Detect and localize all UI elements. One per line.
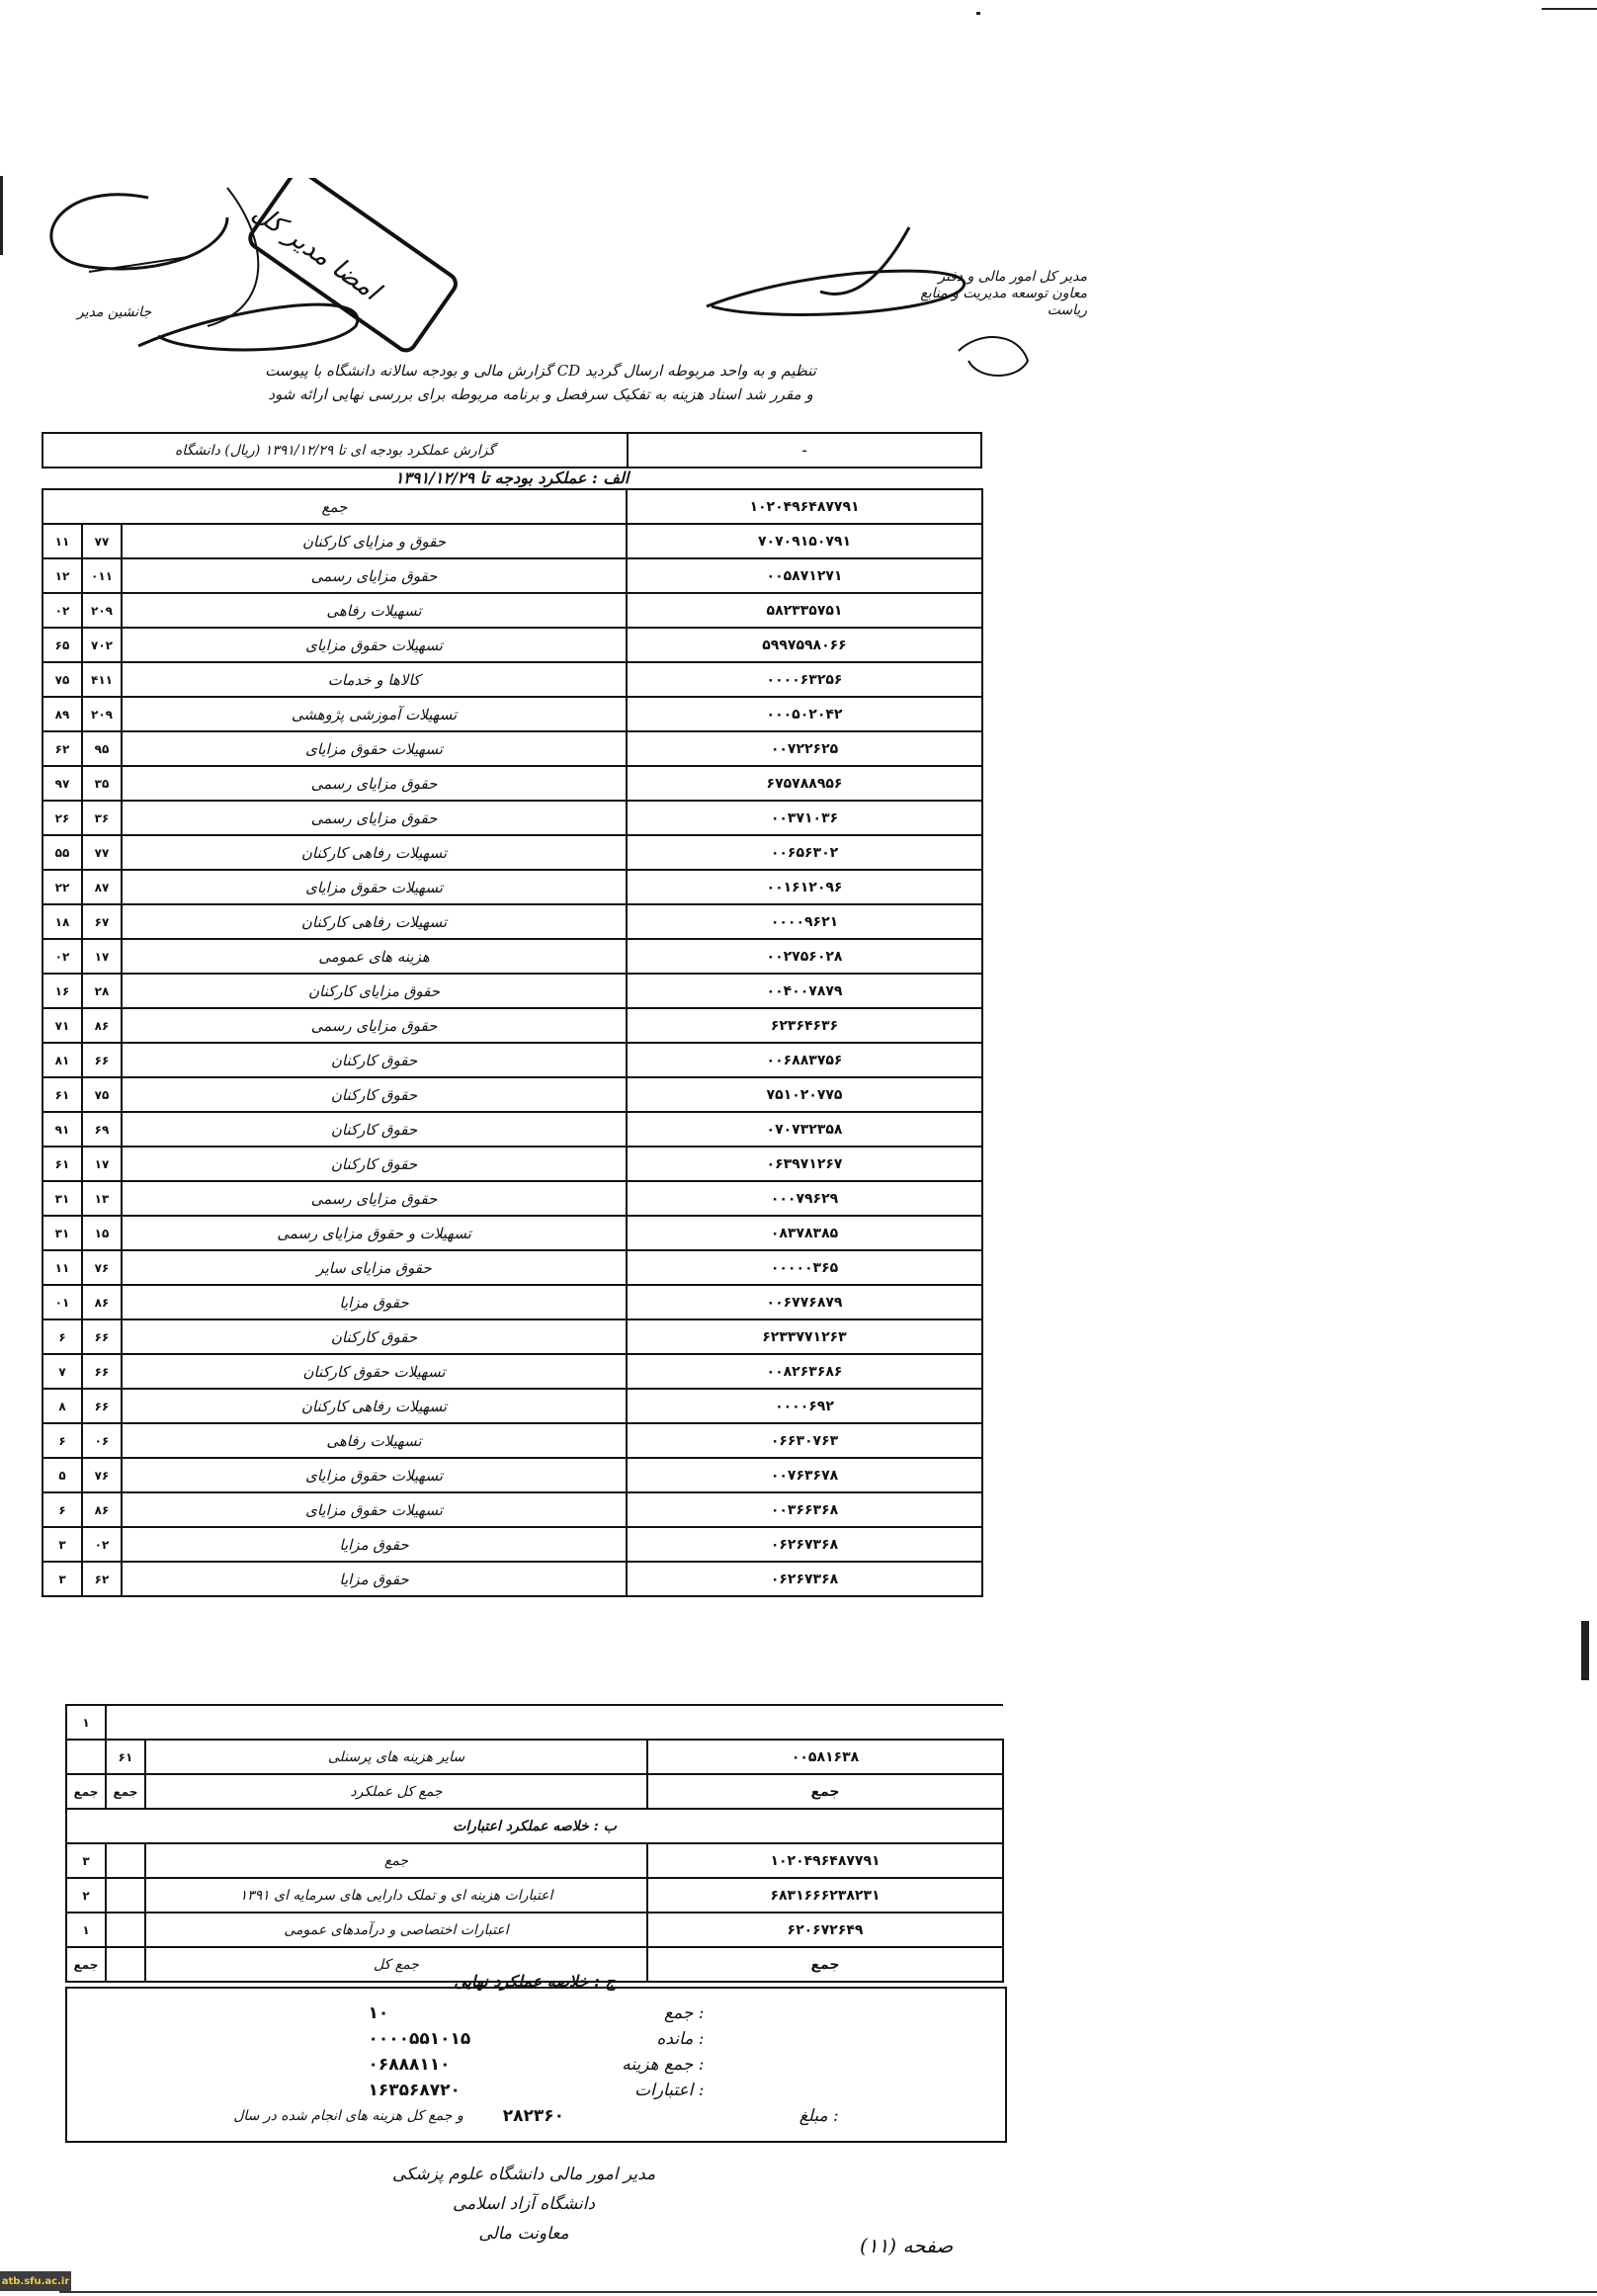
row-amount: ۰۰۷۶۳۶۷۸ xyxy=(627,1458,982,1492)
summary-value: ۲۸۲۳۶۰ xyxy=(502,2106,565,2126)
row-amount: ۰۰۶۸۸۳۷۵۶ xyxy=(627,1043,982,1077)
table-row xyxy=(42,1562,982,1596)
table-row xyxy=(42,662,982,697)
row-amount: ۰۶۲۶۷۳۶۸ xyxy=(627,1527,982,1562)
row-code-2: ۱۵ xyxy=(82,1216,122,1250)
row-code-2: ۶۶ xyxy=(82,1043,122,1077)
row-code-2: ۰۱۱ xyxy=(82,558,122,593)
table-row xyxy=(66,1913,1003,1947)
summary-box xyxy=(65,1987,1007,2143)
table-row xyxy=(42,1181,982,1216)
summary-label: مانده : xyxy=(656,2029,705,2049)
row-amount: ۰۰۰۰۶۳۲۵۶ xyxy=(627,662,982,697)
row-code-2: ۷۶ xyxy=(82,1250,122,1285)
scan-dot xyxy=(976,12,980,15)
footer-line-2: دانشگاه آزاد اسلامی xyxy=(452,2194,596,2214)
row-description: حقوق مزایای سایر xyxy=(122,1250,627,1285)
row-code-1: ۹۷ xyxy=(42,766,82,801)
row-code-1: ۵۵ xyxy=(42,835,82,870)
row-amount: ۰۷۰۷۳۲۳۵۸ xyxy=(627,1112,982,1147)
table-row xyxy=(42,593,982,628)
row-description: سایر هزینه های پرسنلی xyxy=(145,1740,647,1774)
table-row xyxy=(42,939,982,974)
table-row xyxy=(42,1423,982,1458)
table-row xyxy=(42,628,982,662)
scan-bottom-line xyxy=(59,2291,1597,2293)
row-amount: ۰۰۰۰۰۳۶۵ xyxy=(627,1250,982,1285)
row-amount: ۰۰۶۷۷۶۸۷۹ xyxy=(627,1285,982,1319)
footer-line-1: مدیر امور مالی دانشگاه علوم پزشکی xyxy=(391,2165,656,2184)
row-code-2: ۶۶ xyxy=(82,1389,122,1423)
table-row xyxy=(66,1843,1003,1878)
row-code-2: ۰۶ xyxy=(82,1423,122,1458)
row-amount: ۶۸۳۱۶۶۶۲۳۸۲۳۱ xyxy=(647,1878,1003,1913)
row-amount: ۶۲۳۶۴۶۳۶ xyxy=(627,1008,982,1043)
table-row xyxy=(42,1147,982,1181)
summary-extra: و جمع کل هزینه های انجام شده در سال xyxy=(233,2108,463,2124)
table-row xyxy=(66,1774,1003,1809)
intro-line-2: و مقرر شد اسناد هزینه به تفکیک سرفصل و برنامه مربوطه برای بررسی نهایی ارائه شود xyxy=(268,385,813,403)
table-header-row xyxy=(42,489,982,524)
intro-line-1: گزارش مالی و بودجه سالانه دانشگاه با پیوست CD تنظیم و به واحد مربوطه ارسال گردید xyxy=(265,362,816,380)
row-code-2: ۶۶ xyxy=(82,1319,122,1354)
row-amount: ۶۲۳۳۷۷۱۲۶۳ xyxy=(627,1319,982,1354)
row-code-1: ۶ xyxy=(42,1492,82,1527)
summary-row xyxy=(67,2000,1005,2026)
summary-value: ۱۶۳۵۶۸۷۲۰ xyxy=(368,2081,461,2100)
section-b-title: ب : خلاصه عملکرد اعتبارات xyxy=(66,1809,1003,1843)
row-description: تسهیلات رفاهی کارکنان xyxy=(122,835,627,870)
row-description: حقوق مزایای رسمی xyxy=(122,766,627,801)
row-amount: ۰۶۳۹۷۱۲۶۷ xyxy=(627,1147,982,1181)
row-description: حقوق کارکنان xyxy=(122,1112,627,1147)
summary-row xyxy=(67,2052,1005,2078)
row-code-1: ۳ xyxy=(42,1562,82,1596)
row-amount: ۰۰۷۲۲۶۲۵ xyxy=(627,731,982,766)
row-amount: ۶۲۰۶۷۲۶۴۹ xyxy=(647,1913,1003,1947)
row-code-1: ۶ xyxy=(42,1423,82,1458)
table-row xyxy=(42,731,982,766)
row-code-2: ۰۲ xyxy=(82,1527,122,1562)
scan-right-mark xyxy=(1581,1621,1589,1680)
row-amount: ۰۰۰۰۹۶۲۱ xyxy=(627,904,982,939)
row-code-2: ۸۶ xyxy=(82,1492,122,1527)
table-row xyxy=(42,904,982,939)
row-description: حقوق مزایا xyxy=(122,1527,627,1562)
top-box-left-text: گزارش عملکرد بودجه ای تا ۱۳۹۱/۱۲/۲۹ (ریال) دانشگاه xyxy=(43,434,629,467)
row-amount: ۰۰۱۶۱۲۰۹۶ xyxy=(627,870,982,904)
row-description: کالاها و خدمات xyxy=(122,662,627,697)
row-amount: ۰۰۵۸۱۶۳۸ xyxy=(647,1740,1003,1774)
row-code-2: ۶۶ xyxy=(82,1354,122,1389)
row-code-2: ۳۵ xyxy=(82,766,122,801)
row-code-2: ۳۶ xyxy=(82,801,122,835)
right-signature-lines xyxy=(850,269,1087,319)
row-code-2: ۷۶ xyxy=(82,1458,122,1492)
right-signature-line-2: معاون توسعه مدیریت و منابع xyxy=(920,286,1087,301)
table-row xyxy=(42,1492,982,1527)
row-description: جمع xyxy=(145,1843,647,1878)
row-code-1: ۸۹ xyxy=(42,697,82,731)
row-description: حقوق کارکنان xyxy=(122,1319,627,1354)
row-amount: ۰۰۲۷۵۶۰۲۸ xyxy=(627,939,982,974)
top-info-box xyxy=(42,432,982,468)
row-amount: ۰۰۰۵۰۲۰۴۲ xyxy=(627,697,982,731)
table-row xyxy=(42,801,982,835)
row-code-2: ۷۵ xyxy=(82,1077,122,1112)
row-description: هزینه های عمومی xyxy=(122,939,627,974)
row-code-1: ۲ xyxy=(66,1878,106,1913)
budget-table xyxy=(42,488,983,1597)
row-description: حقوق مزایای رسمی xyxy=(122,558,627,593)
row-code-2-blank xyxy=(106,1878,145,1913)
table-row xyxy=(42,558,982,593)
table-header-desc: جمع xyxy=(42,489,627,524)
row-amount: ۵۹۹۷۵۹۸۰۶۶ xyxy=(627,628,982,662)
row-description: تسهیلات حقوق کارکنان xyxy=(122,1354,627,1389)
row-code-1: ۱۱ xyxy=(42,524,82,558)
summary-title: ج : خلاصه عملکرد نهایی xyxy=(454,1972,616,1991)
stamp-text: امضا مدیر کل xyxy=(246,197,385,307)
row-code-2: ۲۸ xyxy=(82,974,122,1008)
row-description: حقوق مزایا xyxy=(122,1562,627,1596)
section-b-title-row xyxy=(66,1809,1003,1843)
row-description: حقوق مزایا xyxy=(122,1285,627,1319)
row-description: حقوق کارکنان xyxy=(122,1043,627,1077)
table-row xyxy=(66,1705,1003,1740)
row-code-1: ۳ xyxy=(42,1527,82,1562)
table-row xyxy=(42,1285,982,1319)
row-code-2: ۲۰۹ xyxy=(82,593,122,628)
row-description: تسهیلات حقوق مزایای xyxy=(122,1492,627,1527)
summary-label: جمع هزینه : xyxy=(622,2055,705,2075)
row-amount: ۶۷۵۷۸۸۹۵۶ xyxy=(627,766,982,801)
scan-edge-mark xyxy=(1542,8,1597,10)
row-code-1: ۰۱ xyxy=(42,1285,82,1319)
row-amount: ۰۰۰۷۹۶۲۹ xyxy=(627,1181,982,1216)
table-row xyxy=(42,1008,982,1043)
table-row xyxy=(42,1216,982,1250)
table-row xyxy=(42,524,982,558)
row-code-1: ۳۱ xyxy=(42,1181,82,1216)
row-code-1: ۶۲ xyxy=(42,731,82,766)
page-note: (۱۱) صفحه xyxy=(860,2234,954,2257)
table-row xyxy=(42,835,982,870)
row-description: تسهیلات رفاهی کارکنان xyxy=(122,1389,627,1423)
table-row xyxy=(42,1043,982,1077)
row-code-1: ۱۱ xyxy=(42,1250,82,1285)
row-amount: ۰۶۶۳۰۷۶۳ xyxy=(627,1423,982,1458)
row-code-1: ۳ xyxy=(66,1843,106,1878)
row-code-1: ۶۱ xyxy=(42,1077,82,1112)
row-code-1: ۳۱ xyxy=(42,1216,82,1250)
row-amount: ۷۵۱۰۲۰۷۷۵ xyxy=(627,1077,982,1112)
table-row xyxy=(42,1458,982,1492)
table-row xyxy=(66,1740,1003,1774)
row-amount: ۰۶۲۶۷۳۶۸ xyxy=(627,1562,982,1596)
row-amount: ۰۸۳۷۸۳۸۵ xyxy=(627,1216,982,1250)
row-code-1: ۸ xyxy=(42,1389,82,1423)
row-code-1: ۲۶ xyxy=(42,801,82,835)
row-code-1: ۰۲ xyxy=(42,593,82,628)
table-row xyxy=(42,974,982,1008)
row-code-2: ۶۹ xyxy=(82,1112,122,1147)
summary-label: مبلغ : xyxy=(798,2106,839,2126)
row-code-1: ۰۲ xyxy=(42,939,82,974)
row-description: تسهیلات حقوق مزایای xyxy=(122,628,627,662)
row-code-2: ۶۱ xyxy=(106,1740,145,1774)
row-code-2-blank xyxy=(106,1843,145,1878)
row-code-2: ۸۶ xyxy=(82,1008,122,1043)
table-row xyxy=(42,1527,982,1562)
row-code-1: ۱۶ xyxy=(42,974,82,1008)
row-amount: ۰۰۶۵۶۳۰۲ xyxy=(627,835,982,870)
row-description: تسهیلات آموزشی پژوهشی xyxy=(122,697,627,731)
row-code-1: ۱ xyxy=(66,1913,106,1947)
table-row xyxy=(42,1389,982,1423)
row-code-2: ۹۵ xyxy=(82,731,122,766)
left-signature-caption: جانشین مدیر xyxy=(77,304,152,320)
row-code-1: ۸۱ xyxy=(42,1043,82,1077)
table-row xyxy=(42,1077,982,1112)
table-row xyxy=(42,1112,982,1147)
scan-left-mark xyxy=(0,176,3,255)
row-description: اعتبارات اختصاصی و درآمدهای عمومی xyxy=(145,1913,647,1947)
summary-value: ۱۰ xyxy=(368,2003,389,2023)
row-description: تسهیلات و حقوق مزایای رسمی xyxy=(122,1216,627,1250)
row-code-1 xyxy=(66,1740,106,1774)
row-description: تسهیلات حقوق مزایای xyxy=(122,731,627,766)
row-code-2: ۶۲ xyxy=(82,1562,122,1596)
row-code-2-blank xyxy=(106,1913,145,1947)
row-code-1: ۲۲ xyxy=(42,870,82,904)
right-signature-line-3: ریاست xyxy=(1047,302,1087,318)
row-code-1: ۷ xyxy=(42,1354,82,1389)
summary-value: ۰۶۸۸۸۱۱۰ xyxy=(368,2055,451,2075)
footer-signature-block xyxy=(326,2160,721,2249)
row-code-1: ۱۲ xyxy=(42,558,82,593)
table-row xyxy=(42,870,982,904)
summary-label: جمع : xyxy=(663,2003,705,2023)
row-description: ۱۳۹۱ اعتبارات هزینه ای و تملک دارایی های سرمایه ای xyxy=(145,1878,647,1913)
row-code-2: جمع xyxy=(106,1774,145,1809)
row-amount: ۰۰۰۰۶۹۲ xyxy=(627,1389,982,1423)
row-description: تسهیلات حقوق مزایای xyxy=(122,1458,627,1492)
summary-row xyxy=(67,2078,1005,2103)
row-description: حقوق مزایای رسمی xyxy=(122,801,627,835)
row-amount: جمع xyxy=(647,1774,1003,1809)
row-code-2: ۷۷ xyxy=(82,835,122,870)
right-signature-line-1: مدیر کل امور مالی و دفتر xyxy=(938,269,1087,285)
table-row xyxy=(66,1878,1003,1913)
row-description: تسهیلات حقوق مزایای xyxy=(122,870,627,904)
row-description: حقوق کارکنان xyxy=(122,1077,627,1112)
table-row xyxy=(42,1354,982,1389)
row-code-1: ۱۸ xyxy=(42,904,82,939)
row-code-2: ۱۳ xyxy=(82,1181,122,1216)
row-amount: ۰۰۸۲۶۳۶۸۶ xyxy=(627,1354,982,1389)
row-code-1: جمع xyxy=(66,1774,106,1809)
row-code-2: ۷۷ xyxy=(82,524,122,558)
row-description: تسهیلات رفاهی xyxy=(122,1423,627,1458)
row-code-2: ۷۰۲ xyxy=(82,628,122,662)
footer-line-3: معاونت مالی xyxy=(478,2224,569,2244)
section-a-title: الف : عملکرد بودجه تا ۱۳۹۱/۱۲/۲۹ xyxy=(394,468,630,487)
row-amount: ۱۰۲۰۴۹۶۴۸۷۷۹۱ xyxy=(647,1843,1003,1878)
row-code-1: ۶۵ xyxy=(42,628,82,662)
row-description: تسهیلات رفاهی xyxy=(122,593,627,628)
row-code-1: ۵ xyxy=(42,1458,82,1492)
row-code-2: ۱۷ xyxy=(82,1147,122,1181)
row-description: حقوق مزایای رسمی xyxy=(122,1181,627,1216)
row-description: حقوق مزایای رسمی xyxy=(122,1008,627,1043)
row-amount: ۷۰۷۰۹۱۵۰۷۹۱ xyxy=(627,524,982,558)
row-amount: جمع xyxy=(647,1947,1003,1982)
watermark-badge: atb.sfu.ac.ir xyxy=(0,2271,71,2291)
row-code-1: ۷۵ xyxy=(42,662,82,697)
row-code-2: ۲۰۹ xyxy=(82,697,122,731)
row-code-1: ۹۱ xyxy=(42,1112,82,1147)
table-row xyxy=(42,766,982,801)
row-code-1: ۶ xyxy=(42,1319,82,1354)
row-code-2: ۱۷ xyxy=(82,939,122,974)
table-row xyxy=(42,1319,982,1354)
row-amount: ۰۰۴۰۰۷۸۷۹ xyxy=(627,974,982,1008)
summary-label: اعتبارات : xyxy=(634,2081,705,2100)
subtotal-table xyxy=(65,1704,1004,1983)
row-code-2: ۶۷ xyxy=(82,904,122,939)
summary-row xyxy=(67,2026,1005,2052)
row-description: جمع کل xyxy=(145,1947,647,1982)
row-code-1: ۷۱ xyxy=(42,1008,82,1043)
row-description: حقوق و مزایای کارکنان xyxy=(122,524,627,558)
row-code-2: ۴۱۱ xyxy=(82,662,122,697)
row-code-2: ۸۶ xyxy=(82,1285,122,1319)
row-code-1: جمع xyxy=(66,1947,106,1982)
row-amount: ۰۰۵۸۷۱۲۷۱ xyxy=(627,558,982,593)
row-amount: ۵۸۲۳۳۵۷۵۱ xyxy=(627,593,982,628)
row-description: جمع کل عملکرد xyxy=(145,1774,647,1809)
top-box-right-text: - xyxy=(801,441,807,460)
row-amount: ۰۰۳۶۶۳۶۸ xyxy=(627,1492,982,1527)
row-code-1: ۶۱ xyxy=(42,1147,82,1181)
table-row xyxy=(42,1250,982,1285)
summary-row xyxy=(67,2103,1005,2129)
subtotal-top-cell: ۱ xyxy=(66,1705,106,1740)
row-description: حقوق کارکنان xyxy=(122,1147,627,1181)
row-description: حقوق مزایای کارکنان xyxy=(122,974,627,1008)
row-amount: ۰۰۳۷۱۰۳۶ xyxy=(627,801,982,835)
table-row xyxy=(42,697,982,731)
row-description: تسهیلات رفاهی کارکنان xyxy=(122,904,627,939)
row-code-2: ۸۷ xyxy=(82,870,122,904)
summary-value: ۰۰۰۰۵۵۱۰۱۵ xyxy=(368,2029,471,2049)
table-header-amount: ۱۰۲۰۴۹۶۴۸۷۷۹۱ xyxy=(627,489,982,524)
